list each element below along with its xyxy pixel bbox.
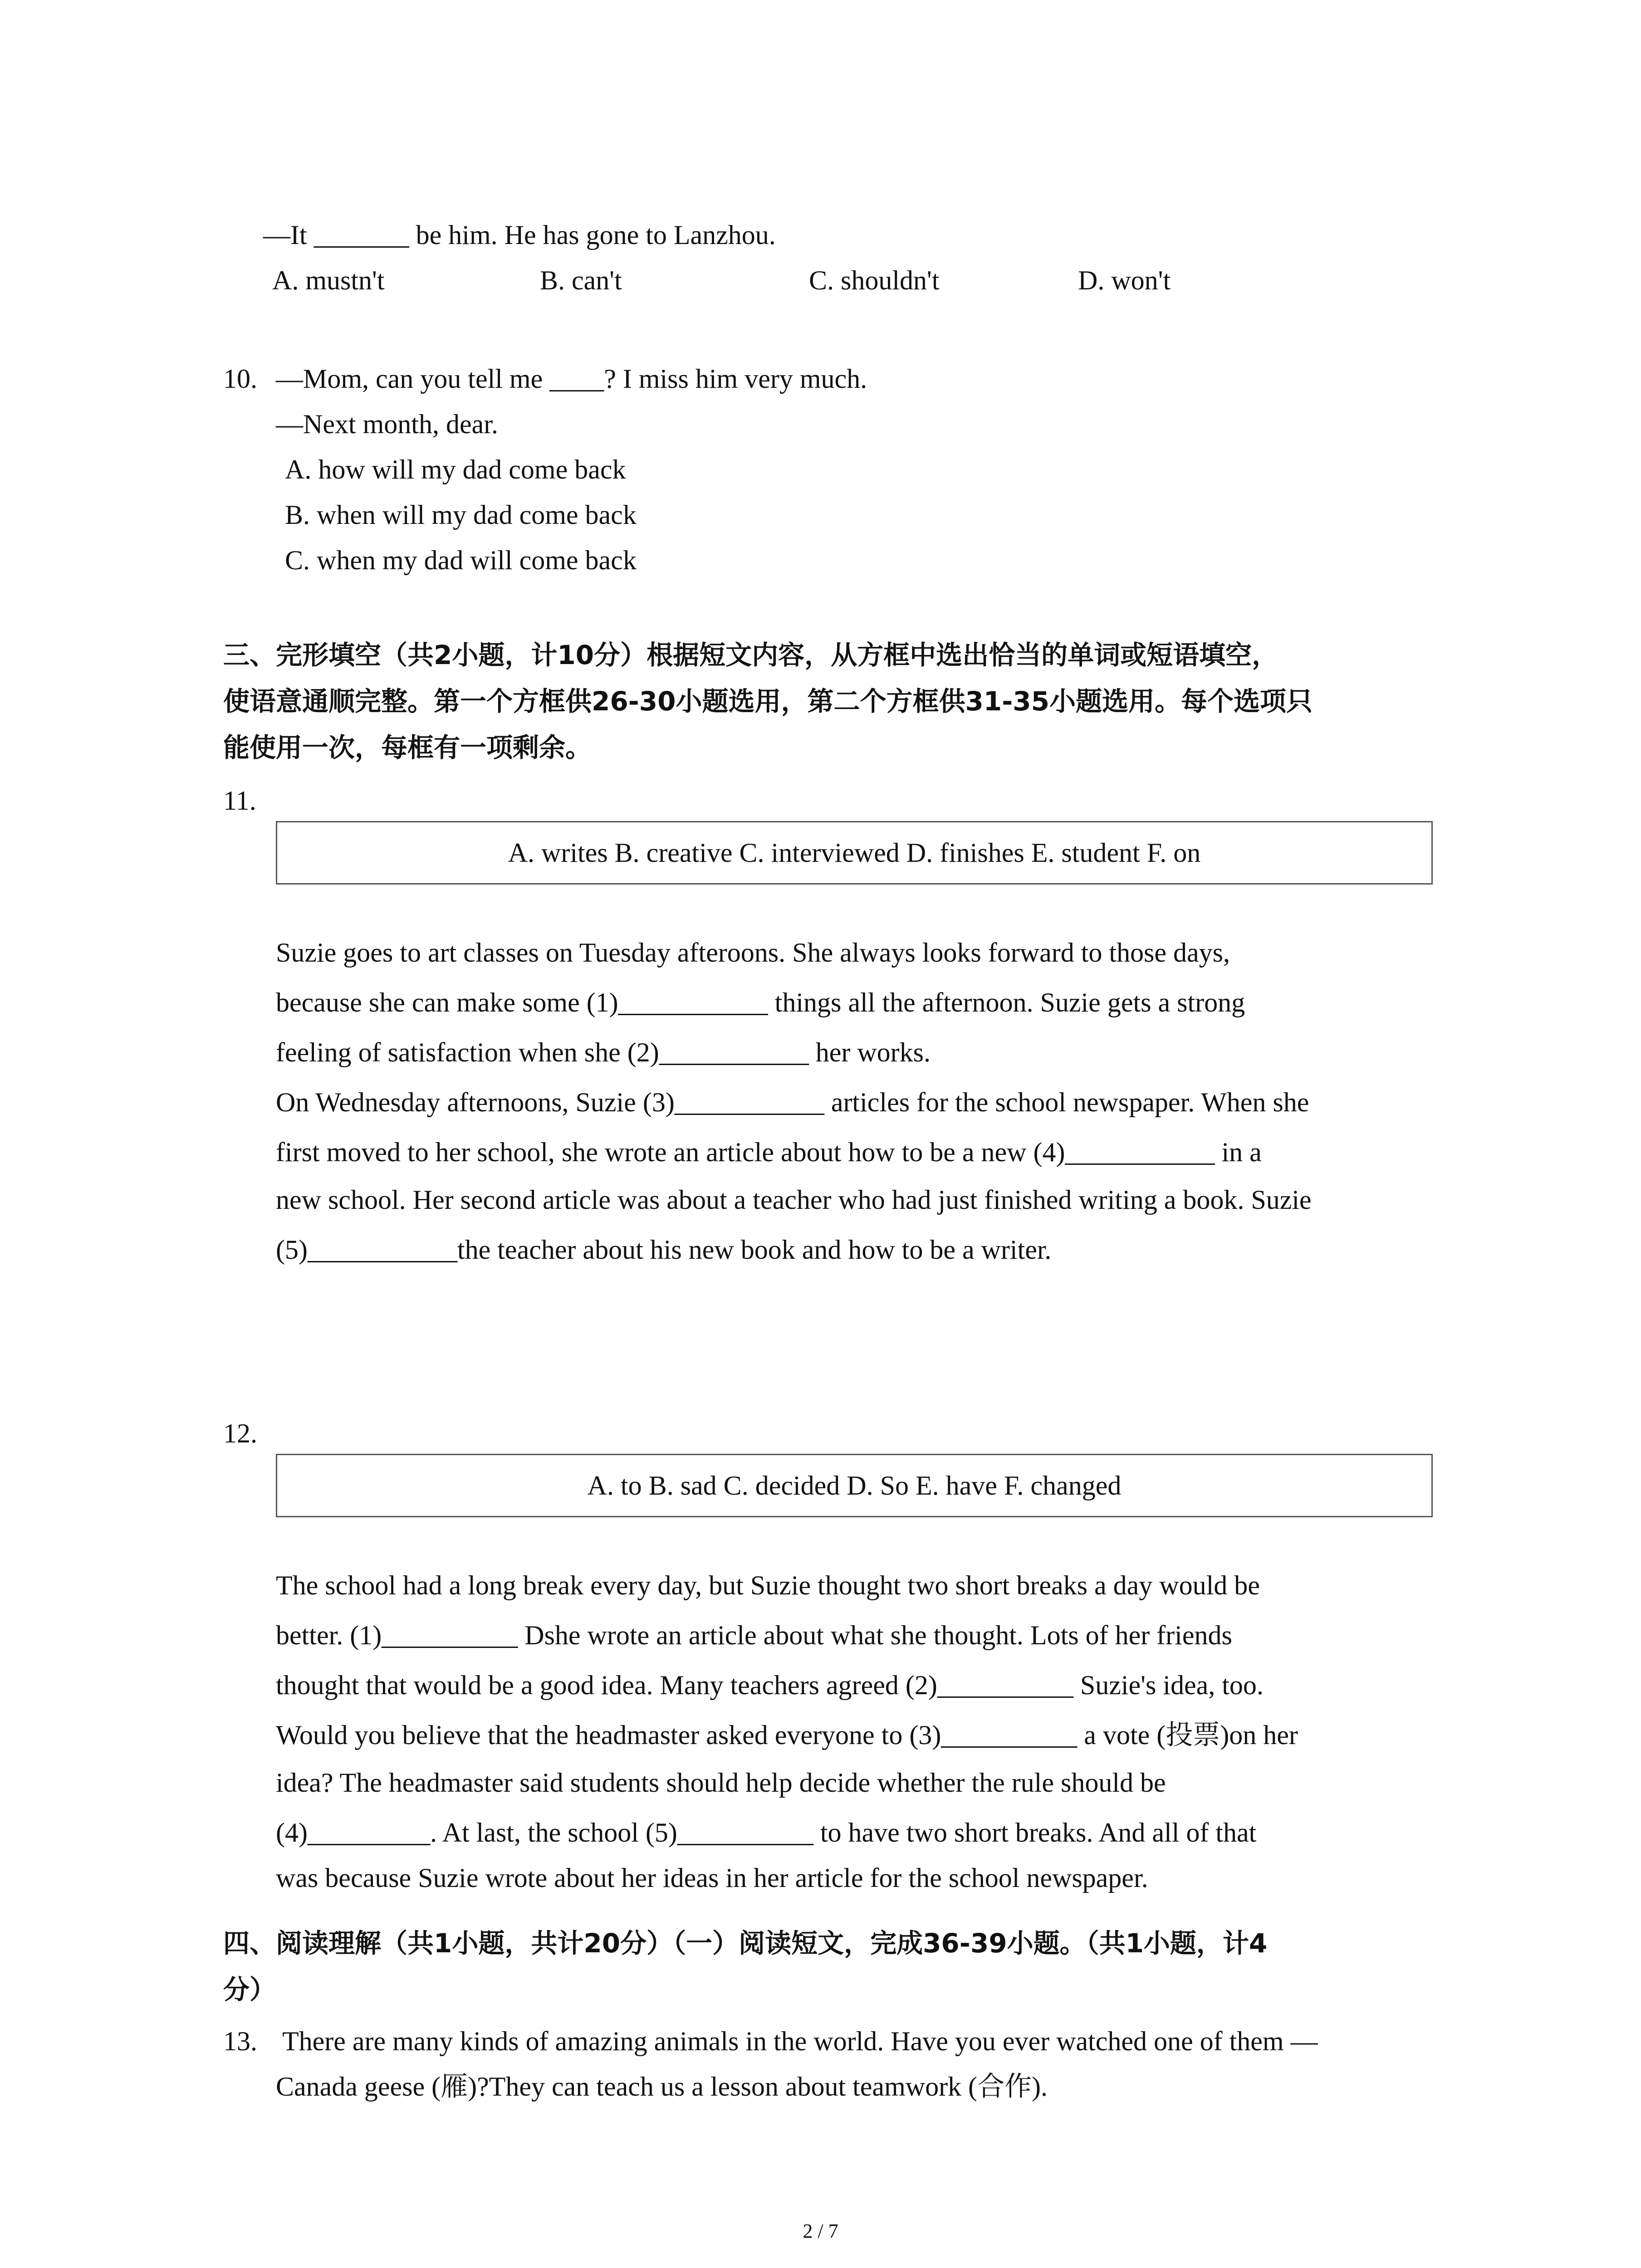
section4-heading-line-2: 分）	[223, 1974, 276, 2005]
q12-passage-line-7: was because Suzie wrote about her ideas in her article for the school newspaper.	[276, 1863, 1148, 1893]
q11-word-box: A. writes B. creative C. interviewed D. finishes E. student F. on	[276, 821, 1433, 885]
q12-passage-line-3: thought that would be a good idea. Many teachers agreed (2)__________ Suzie's idea, too.	[276, 1670, 1264, 1700]
q10-number: 10.	[223, 364, 257, 394]
section4-heading-line-1: 四、阅读理解（共1小题，共计20分）（一）阅读短文，完成36-39小题。（共1小题，计4	[223, 1928, 1268, 1959]
section3-heading-line-3: 能使用一次，每框有一项剩余。	[223, 732, 592, 763]
q11-passage-line-2: because she can make some (1)___________ things all the afternoon. Suzie gets a strong	[276, 987, 1245, 1017]
q13-line-1: There are many kinds of amazing animals in the world. Have you ever watched one of them —	[282, 2026, 1318, 2056]
q11-number: 11.	[223, 786, 256, 816]
q9-option-b[interactable]: B. can't	[540, 265, 622, 295]
q11-passage-line-7: (5)___________the teacher about his new book and how to be a writer.	[276, 1235, 1052, 1265]
q13-number: 13.	[223, 2026, 257, 2056]
q9-option-a[interactable]: A. mustn't	[272, 265, 385, 295]
page-number: 2 / 7	[803, 2220, 838, 2242]
section3-heading-line-1: 三、完形填空（共2小题，计10分）根据短文内容，从方框中选出恰当的单词或短语填空，	[223, 640, 1279, 670]
q11-passage-line-5: first moved to her school, she wrote an article about how to be a new (4)___________ in a	[276, 1137, 1262, 1167]
q12-passage-line-5: idea? The headmaster said students should help decide whether the rule should be	[276, 1768, 1166, 1798]
q12-passage-line-6: (4)_________. At last, the school (5)__________ to have two short breaks. And all of that	[276, 1818, 1257, 1848]
q10-option-a[interactable]: A. how will my dad come back	[285, 455, 626, 484]
q12-passage-line-2: better. (1)__________ Dshe wrote an article about what she thought. Lots of her friends	[276, 1620, 1232, 1650]
q12-passage-line-4: Would you believe that the headmaster asked everyone to (3)__________ a vote (投票)on her	[276, 1720, 1298, 1750]
q12-passage-line-1: The school had a long break every day, but Suzie thought two short breaks a day would be	[276, 1570, 1260, 1600]
q10-line-2: —Next month, dear.	[276, 409, 498, 439]
q11-passage-line-6: new school. Her second article was about a teacher who had just finished writing a book. Suzie	[276, 1185, 1312, 1215]
q12-word-box: A. to B. sad C. decided D. So E. have F. changed	[276, 1454, 1433, 1517]
q11-passage-line-1: Suzie goes to art classes on Tuesday afteroons. She always looks forward to those days,	[276, 938, 1230, 968]
q9-answer-line: —It _______ be him. He has gone to Lanzhou.	[263, 220, 776, 250]
q12-number: 12.	[223, 1418, 257, 1448]
q11-passage-line-4: On Wednesday afternoons, Suzie (3)___________ articles for the school newspaper. When she	[276, 1087, 1309, 1117]
q13-line-2: Canada geese (雁)?They can teach us a lesson about teamwork (合作).	[276, 2072, 1048, 2102]
q10-option-b[interactable]: B. when will my dad come back	[285, 500, 637, 530]
q10-option-c[interactable]: C. when my dad will come back	[285, 545, 637, 575]
q9-option-c[interactable]: C. shouldn't	[809, 265, 940, 295]
section3-heading-line-2: 使语意通顺完整。第一个方框供26-30小题选用，第二个方框供31-35小题选用。每个选项只	[223, 686, 1313, 717]
q11-passage-line-3: feeling of satisfaction when she (2)___________ her works.	[276, 1037, 931, 1067]
q9-option-d[interactable]: D. won't	[1078, 265, 1171, 295]
q10-line-1: —Mom, can you tell me ____? I miss him very much.	[276, 364, 867, 394]
